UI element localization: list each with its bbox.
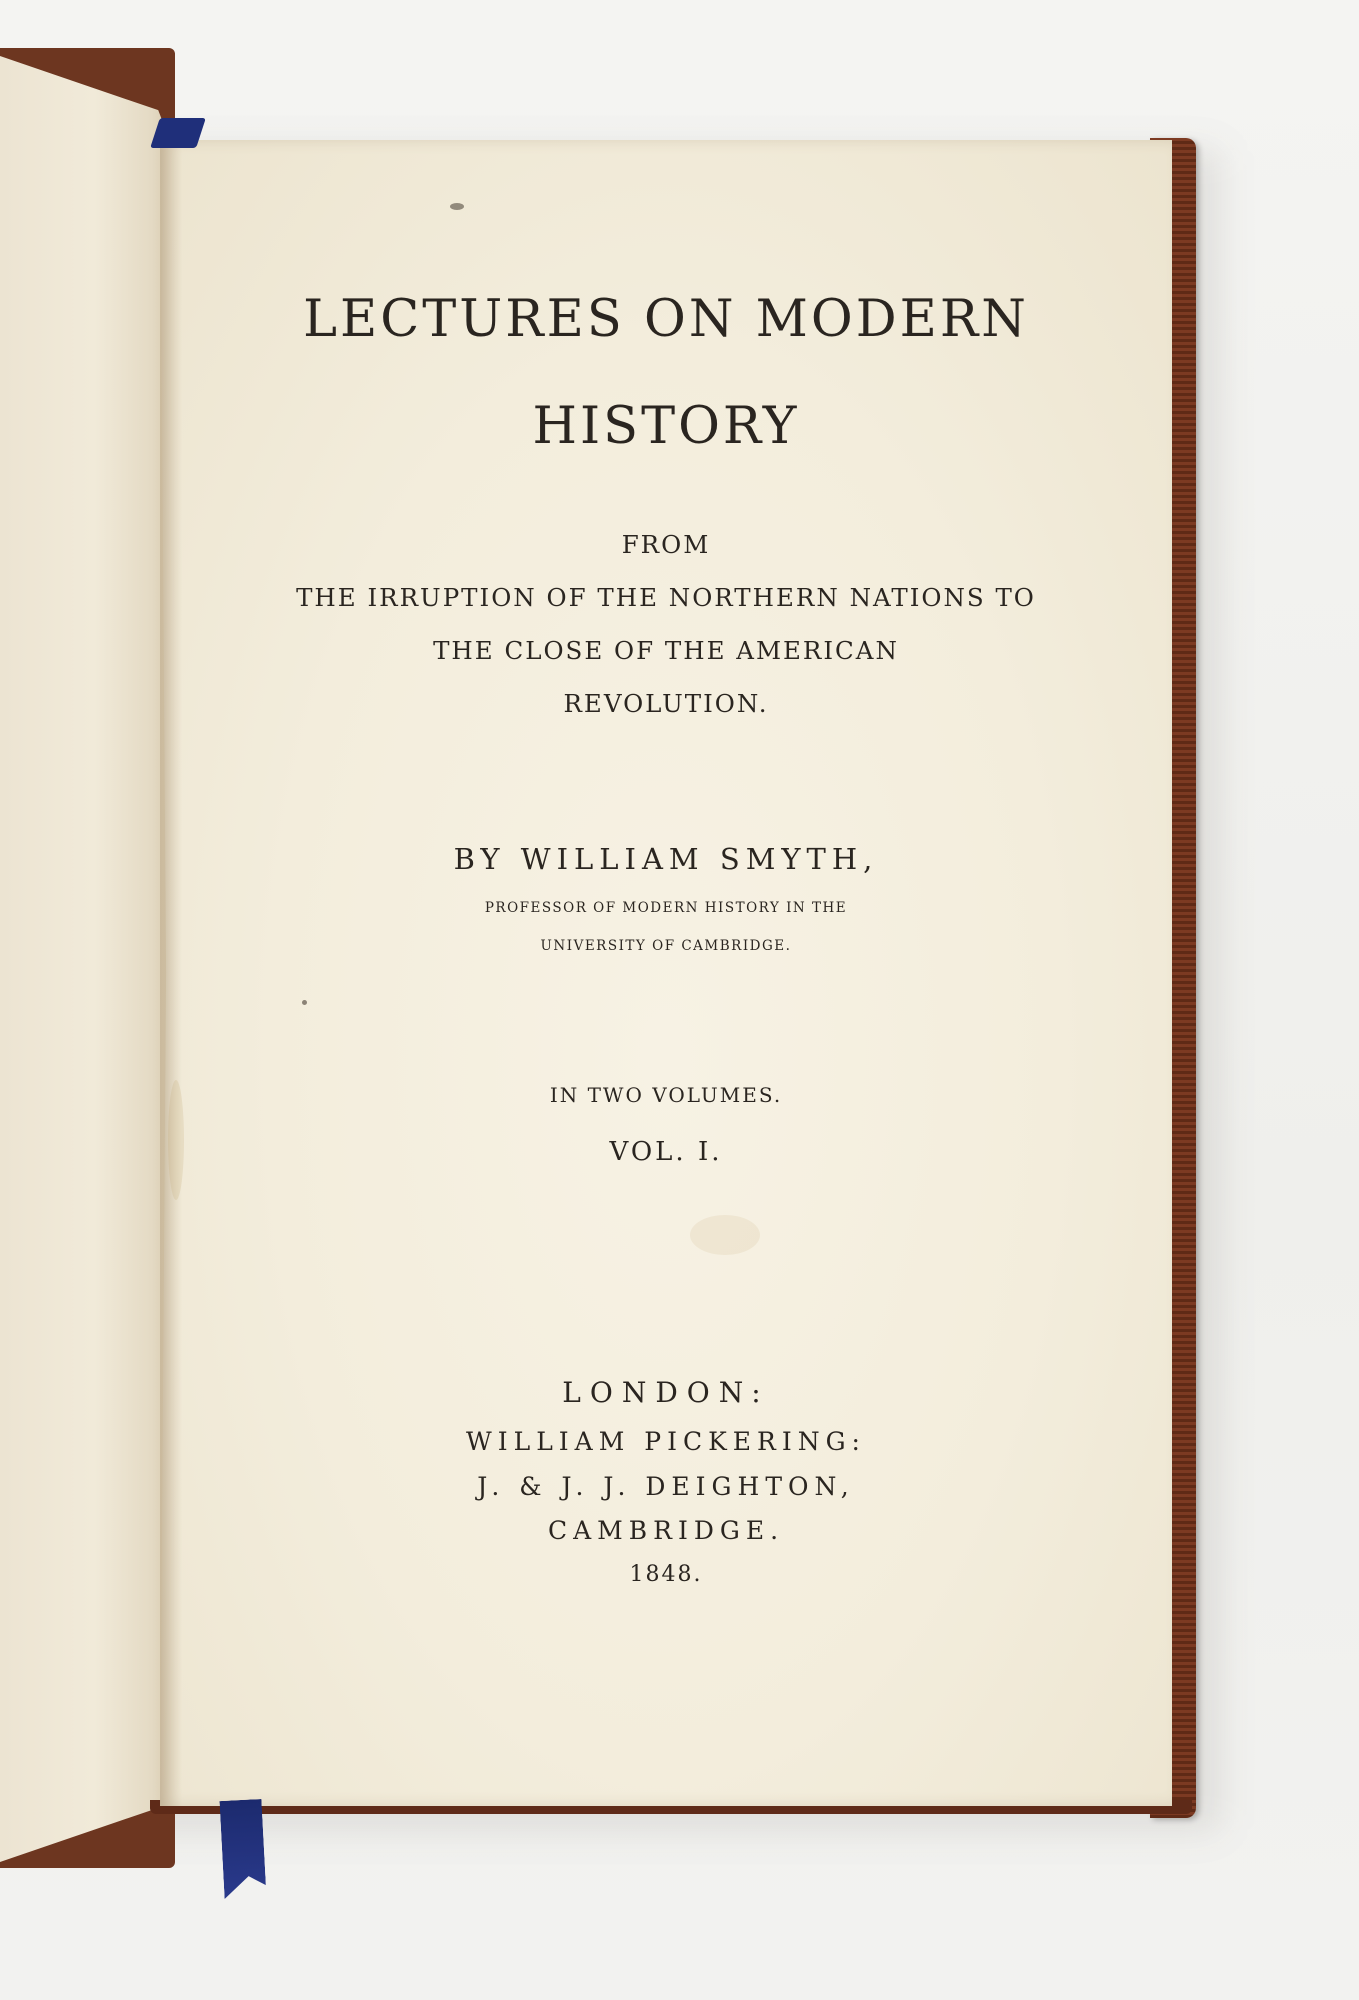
volumes-note: IN TWO VOLUMES. xyxy=(549,1083,783,1107)
ribbon-marker-bottom xyxy=(219,1799,266,1899)
subtitle-line-3: REVOLUTION. xyxy=(563,689,769,718)
ribbon-marker-top xyxy=(150,118,206,148)
subtitle-line-1: THE IRRUPTION OF THE NORTHERN NATIONS TO xyxy=(296,583,1036,612)
title-line-2: HISTORY xyxy=(532,397,800,456)
author-title-line-1: PROFESSOR OF MODERN HISTORY IN THE xyxy=(484,900,848,916)
foxing-spot xyxy=(450,203,464,210)
author-name: BY WILLIAM SMYTH, xyxy=(453,842,879,876)
title-line-1: LECTURES ON MODERN xyxy=(303,290,1029,349)
foxing-spot xyxy=(690,1215,760,1255)
publication-year: 1848. xyxy=(629,1562,703,1587)
left-page xyxy=(0,56,172,1862)
publisher-line-1: WILLIAM PICKERING: xyxy=(466,1427,866,1456)
publisher-line-3: CAMBRIDGE. xyxy=(547,1516,785,1545)
author-title-line-2: UNIVERSITY OF CAMBRIDGE. xyxy=(540,938,792,954)
volume-number: VOL. I. xyxy=(609,1137,723,1167)
page-gutter xyxy=(160,140,182,1806)
title-page xyxy=(160,140,1172,1806)
imprint-place: LONDON: xyxy=(562,1376,770,1409)
publisher-line-2: J. & J. J. DEIGHTON, xyxy=(477,1472,855,1501)
foxing-spot xyxy=(302,1000,307,1005)
subtitle-from: FROM xyxy=(621,530,711,559)
subtitle-line-2: THE CLOSE OF THE AMERICAN xyxy=(433,636,899,665)
